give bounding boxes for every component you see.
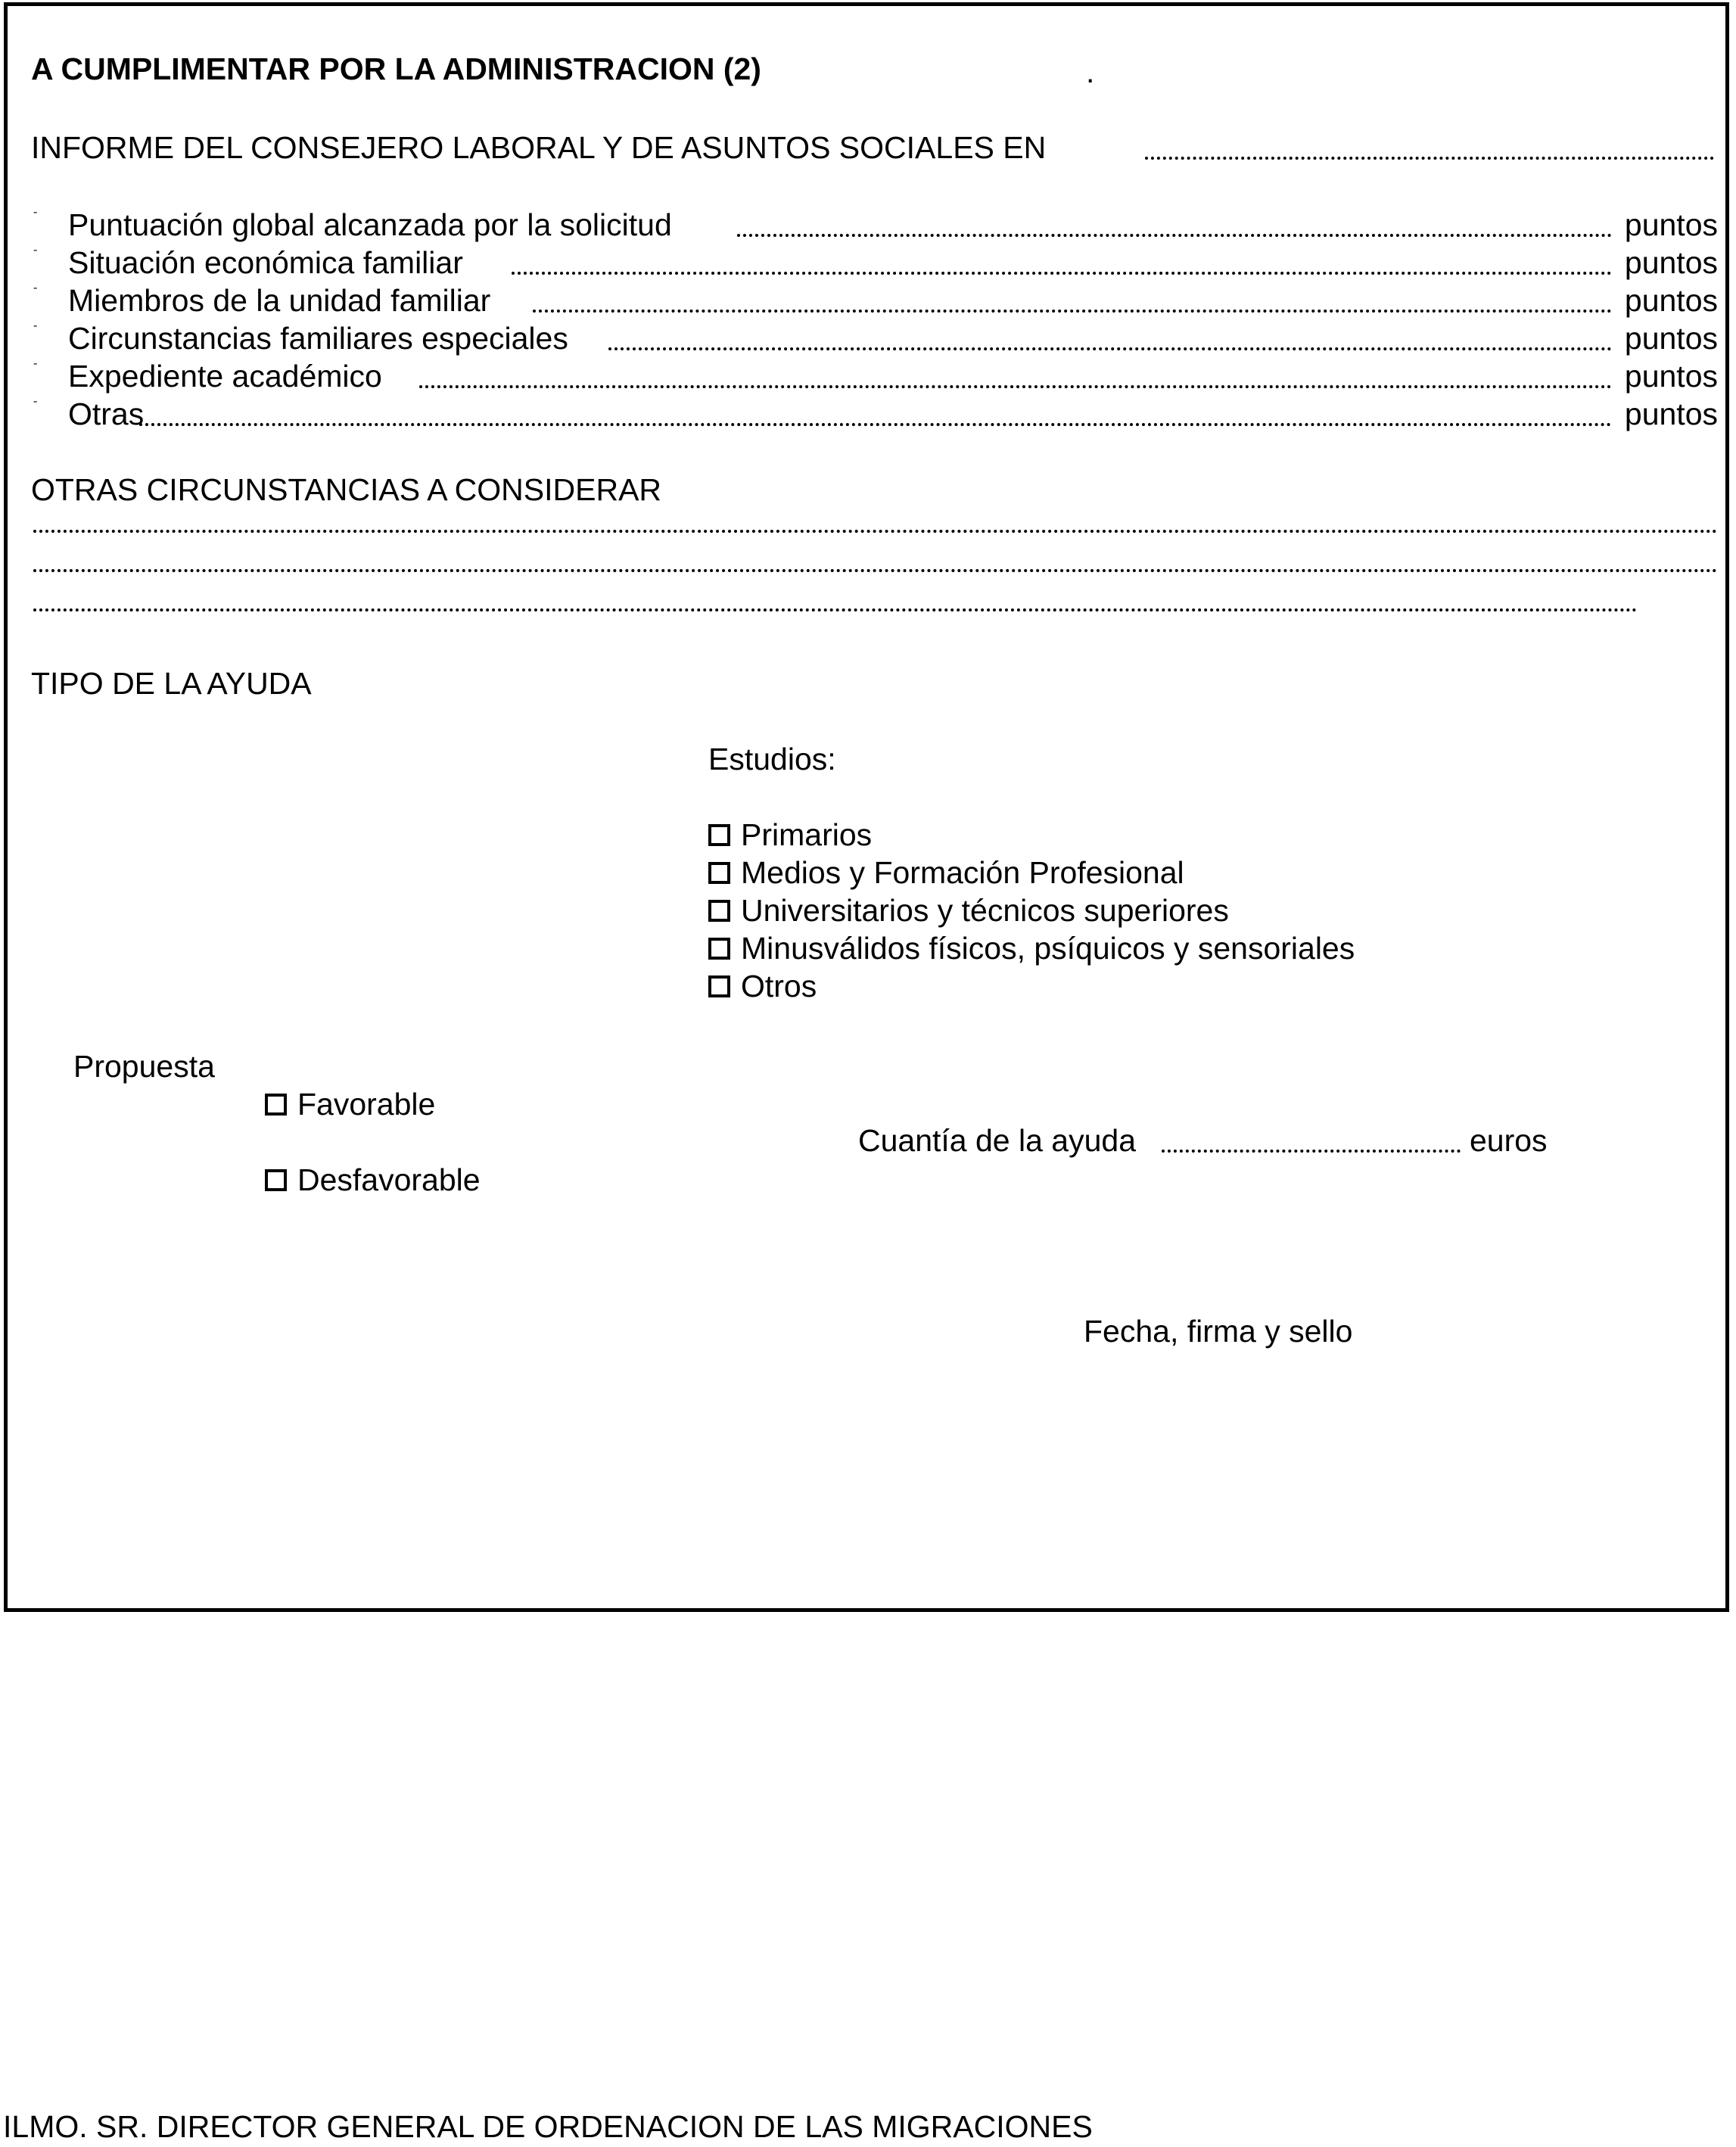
firma-label: Fecha, firma y sello (1084, 1314, 1353, 1349)
score-unit: puntos (1624, 359, 1718, 394)
otras-fill-line[interactable] (33, 608, 1638, 611)
propuesta-option-desfavorable[interactable] (265, 1161, 481, 1199)
score-label: Otras (68, 397, 145, 431)
checkbox[interactable] (708, 938, 730, 960)
score-fill-line[interactable] (139, 423, 1612, 426)
estudios-option-label: Primarios (741, 817, 873, 852)
form-heading: A CUMPLIMENTAR POR LA ADMINISTRACION (2) (31, 51, 761, 86)
score-dash: - (33, 395, 38, 408)
score-row (33, 357, 1718, 395)
propuesta-option-label: Favorable (297, 1087, 436, 1122)
score-row (33, 395, 1718, 433)
informe-label: INFORME DEL CONSEJERO LABORAL Y DE ASUNTOS SOCIALES EN (31, 130, 1047, 165)
cuantia-label: Cuantía de la ayuda (858, 1123, 1136, 1158)
estudios-option-label: Medios y Formación Profesional (741, 855, 1184, 890)
score-label: Miembros de la unidad familiar (68, 283, 491, 318)
propuesta-option-favorable[interactable] (265, 1085, 435, 1123)
stray-mark: . (1086, 54, 1095, 89)
checkbox[interactable] (708, 975, 730, 997)
otras-fill-line[interactable] (33, 569, 1718, 572)
addressee-line: ILMO. SR. DIRECTOR GENERAL DE ORDENACION DE LAS MIGRACIONES (3, 2109, 1093, 2144)
otras-label: OTRAS CIRCUNSTANCIAS A CONSIDERAR (31, 472, 662, 507)
estudios-label: Estudios: (708, 742, 836, 776)
checkbox[interactable] (265, 1094, 287, 1116)
informe-fill-line[interactable] (1145, 157, 1714, 160)
estudios-option-label: Minusválidos físicos, psíquicos y sensoriales (741, 931, 1355, 966)
score-fill-line[interactable] (608, 347, 1612, 350)
score-fill-line[interactable] (419, 385, 1612, 388)
cuantia-fill-line[interactable] (1162, 1150, 1461, 1153)
score-dash: - (33, 319, 38, 332)
score-dash: - (33, 206, 38, 219)
score-fill-line[interactable] (512, 272, 1612, 275)
cuantia-unit: euros (1470, 1123, 1548, 1158)
otras-fill-line[interactable] (33, 530, 1718, 533)
estudios-option[interactable] (708, 816, 872, 854)
score-unit: puntos (1624, 321, 1718, 356)
score-fill-line[interactable] (737, 234, 1612, 237)
score-row (33, 244, 1718, 282)
checkbox[interactable] (708, 900, 730, 922)
score-unit: puntos (1624, 207, 1718, 242)
score-dash: - (33, 357, 38, 370)
estudios-option[interactable] (708, 929, 1355, 967)
score-unit: puntos (1624, 397, 1718, 431)
score-label: Puntuación global alcanzada por la solicitud (68, 207, 672, 242)
score-label: Circunstancias familiares especiales (68, 321, 568, 356)
score-dash: - (33, 244, 38, 257)
score-unit: puntos (1624, 283, 1718, 318)
tipo-label: TIPO DE LA AYUDA (31, 666, 312, 701)
score-unit: puntos (1624, 245, 1718, 280)
score-label: Situación económica familiar (68, 245, 463, 280)
propuesta-label: Propuesta (73, 1049, 215, 1084)
checkbox[interactable] (265, 1169, 287, 1191)
score-dash: - (33, 282, 38, 294)
estudios-option[interactable] (708, 967, 817, 1005)
estudios-option-label: Otros (741, 969, 817, 1003)
estudios-option-label: Universitarios y técnicos superiores (741, 893, 1229, 928)
checkbox[interactable] (708, 824, 730, 846)
checkbox[interactable] (708, 862, 730, 884)
estudios-option[interactable] (708, 891, 1229, 929)
score-row (33, 282, 1718, 319)
score-fill-line[interactable] (533, 310, 1612, 313)
score-label: Expediente académico (68, 359, 382, 394)
estudios-option[interactable] (708, 854, 1184, 891)
score-row (33, 319, 1718, 357)
propuesta-option-label: Desfavorable (297, 1162, 481, 1197)
administration-form-box (4, 2, 1729, 1612)
score-row (33, 206, 1718, 244)
